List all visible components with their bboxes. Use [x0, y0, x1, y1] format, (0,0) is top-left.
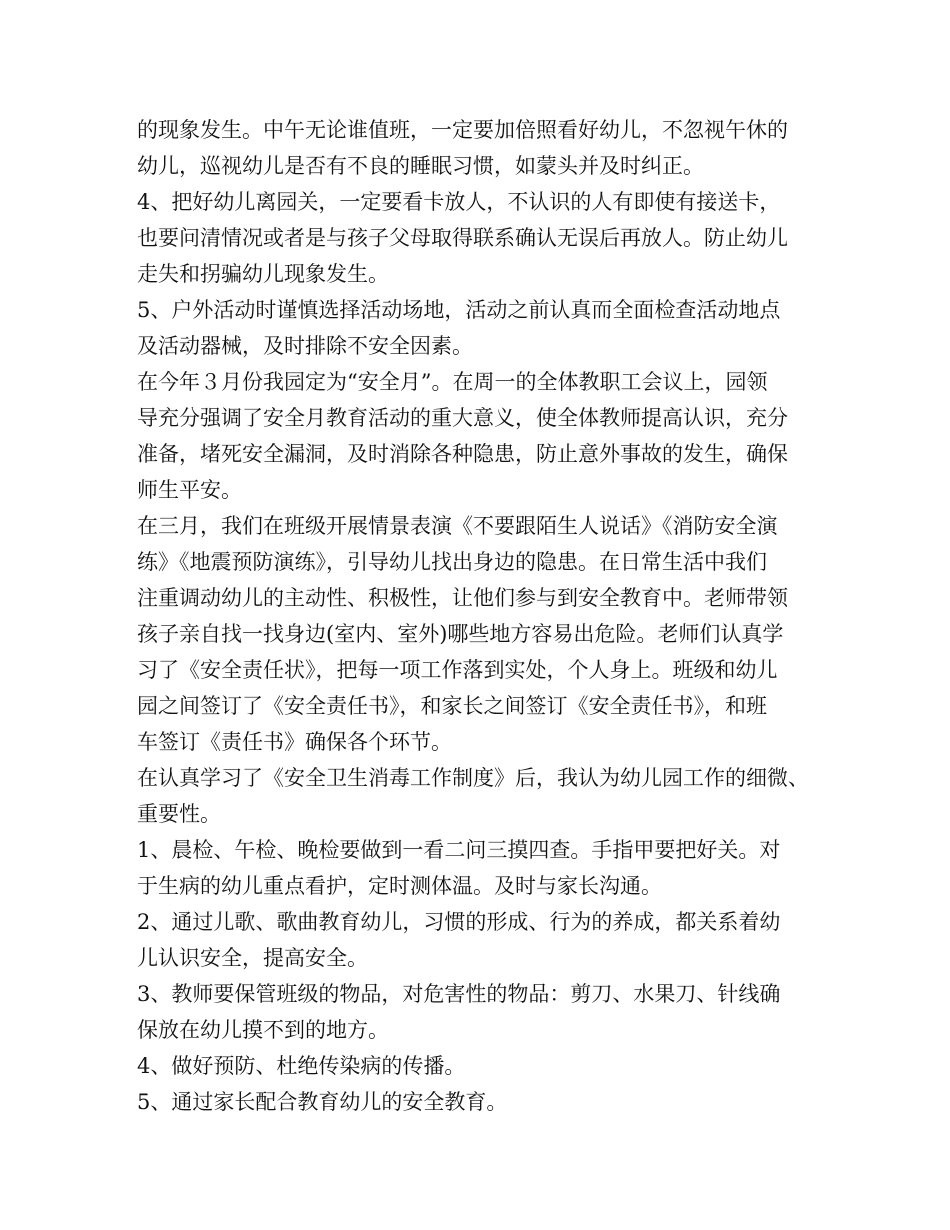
text-line: 车签订《责任书》确保各个环节。 [137, 730, 452, 754]
text-line: 的现象发生。中午无论谁值班，一定要加倍照看好幼儿，不忽视午休的 [137, 118, 788, 142]
text-line: 习了《安全责任状》，把每一项工作落到实处，个人身上。班级和幼儿 [137, 658, 778, 682]
text-line: 5、通过家长配合教育幼儿的安全教育。 [137, 1090, 508, 1114]
text-line: 4、把好幼儿离园关，一定要看卡放人，不认识的人有即使有接送卡， [137, 190, 781, 214]
text-line: 注重调动幼儿的主动性、积极性，让他们参与到安全教育中。老师带领 [137, 586, 788, 610]
text-line: 准备，堵死安全漏洞，及时消除各种隐患，防止意外事故的发生，确保 [137, 442, 788, 466]
document-body [137, 112, 837, 1120]
text-line: 重要性。 [137, 802, 221, 826]
text-line: 导充分强调了安全月教育活动的重大意义，使全体教师提高认识，充分 [137, 406, 788, 430]
text-line: 儿认识安全，提高安全。 [137, 946, 368, 970]
text-line: 在三月，我们在班级开展情景表演《不要跟陌生人说话》《消防安全演 [137, 514, 778, 538]
text-line: 于生病的幼儿重点看护，定时测体温。及时与家长沟通。 [137, 874, 662, 898]
text-line: 在认真学习了《安全卫生消毒工作制度》后，我认为幼儿园工作的细微、 [137, 766, 809, 790]
text-line: 及活动器械，及时排除不安全因素。 [137, 334, 473, 358]
text-line: 园之间签订了《安全责任书》，和家长之间签订《安全责任书》，和班 [137, 694, 767, 718]
text-line: 保放在幼儿摸不到的地方。 [137, 1018, 389, 1042]
text-line: 2、通过儿歌、歌曲教育幼儿，习惯的形成、行为的养成，都关系着幼 [137, 910, 781, 934]
text-line: 走失和拐骗幼儿现象发生。 [137, 262, 389, 286]
text-line: 4、做好预防、杜绝传染病的传播。 [137, 1054, 466, 1078]
text-line: 师生平安。 [137, 478, 242, 502]
text-line: 在今年３月份我园定为“安全月”。在周一的全体教职工会议上，园领 [137, 370, 768, 394]
text-line: 3、教师要保管班级的物品，对危害性的物品：剪刀、水果刀、针线确 [137, 982, 781, 1006]
text-line: 孩子亲自找一找身边(室内、室外)哪些地方容易出危险。老师们认真学 [137, 622, 784, 646]
text-line: 5、户外活动时谨慎选择活动场地，活动之前认真而全面检查活动地点 [137, 298, 781, 322]
text-line: 1、晨检、午检、晚检要做到一看二问三摸四查。手指甲要把好关。对 [137, 838, 781, 862]
text-line: 也要问清情况或者是与孩子父母取得联系确认无误后再放人。防止幼儿 [137, 226, 788, 250]
text-line: 幼儿，巡视幼儿是否有不良的睡眠习惯，如蒙头并及时纠正。 [137, 154, 704, 178]
text-line: 练》《地震预防演练》，引导幼儿找出身边的隐患。在日常生活中我们 [137, 550, 767, 574]
